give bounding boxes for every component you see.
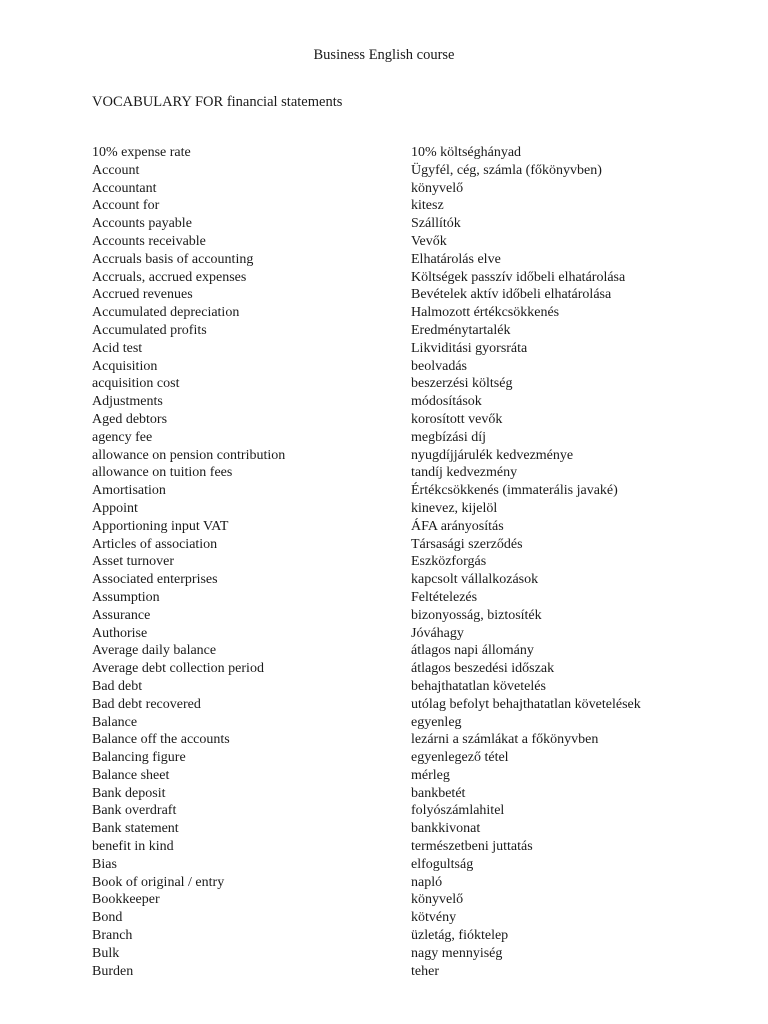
vocabulary-translation: átlagos beszedési időszak — [411, 661, 555, 677]
vocabulary-row — [92, 660, 692, 678]
document-subtitle: VOCABULARY FOR financial statements — [92, 94, 343, 110]
vocabulary-translation: megbízási díj — [411, 429, 487, 445]
vocabulary-term: acquisition cost — [92, 376, 180, 392]
vocabulary-row — [92, 553, 692, 571]
vocabulary-term: Amortisation — [92, 483, 166, 499]
vocabulary-translation: tandíj kedvezmény — [411, 465, 518, 481]
vocabulary-row — [92, 411, 692, 429]
vocabulary-row — [92, 447, 692, 465]
vocabulary-term: Accounts receivable — [92, 233, 206, 249]
vocabulary-term: Burden — [92, 963, 134, 979]
vocabulary-row — [92, 197, 692, 215]
vocabulary-translation: ÁFA arányosítás — [411, 518, 504, 534]
vocabulary-translation: átlagos napi állomány — [411, 643, 534, 659]
vocabulary-translation: Elhatárolás elve — [411, 251, 501, 267]
vocabulary-row — [92, 233, 692, 251]
vocabulary-translation: lezárni a számlákat a főkönyvben — [411, 732, 599, 748]
vocabulary-row — [92, 749, 692, 767]
vocabulary-term: Bank statement — [92, 821, 179, 837]
vocabulary-translation: Bevételek aktív időbeli elhatárolása — [411, 287, 612, 303]
vocabulary-row — [92, 714, 692, 732]
vocabulary-row — [92, 482, 692, 500]
vocabulary-row — [92, 625, 692, 643]
vocabulary-translation: Szállítók — [411, 216, 461, 232]
vocabulary-translation: Jóváhagy — [411, 625, 464, 641]
vocabulary-row — [92, 945, 692, 963]
vocabulary-translation: elfogultság — [411, 856, 474, 872]
vocabulary-row — [92, 375, 692, 393]
vocabulary-term: allowance on pension contribution — [92, 447, 286, 463]
vocabulary-term: benefit in kind — [92, 839, 174, 855]
vocabulary-row — [92, 251, 692, 269]
vocabulary-term: Appoint — [92, 500, 138, 516]
vocabulary-row — [92, 429, 692, 447]
vocabulary-term: Average daily balance — [92, 643, 217, 659]
vocabulary-term: Bad debt recovered — [92, 696, 201, 712]
vocabulary-term: Book of original / entry — [92, 874, 225, 890]
vocabulary-row — [92, 536, 692, 554]
vocabulary-translation: bankkivonat — [411, 821, 481, 837]
document-title: Business English course — [313, 47, 455, 63]
vocabulary-term: Accumulated depreciation — [92, 305, 240, 321]
vocabulary-translation: beolvadás — [411, 358, 467, 374]
vocabulary-term: Bank overdraft — [92, 803, 177, 819]
vocabulary-translation: Halmozott értékcsökkenés — [411, 305, 560, 321]
vocabulary-translation: Ügyfél, cég, számla (főkönyvben) — [411, 162, 602, 178]
vocabulary-row — [92, 180, 692, 198]
vocabulary-row — [92, 215, 692, 233]
vocabulary-term: 10% expense rate — [92, 145, 191, 160]
vocabulary-term: Accruals, accrued expenses — [92, 269, 247, 285]
vocabulary-translation: Társasági szerződés — [411, 536, 523, 552]
vocabulary-term: Accounts payable — [92, 216, 192, 232]
vocabulary-row — [92, 731, 692, 749]
vocabulary-translation: nyugdíjjárulék kedvezménye — [411, 447, 574, 463]
vocabulary-term: Balance — [92, 714, 138, 730]
vocabulary-term: Accrued revenues — [92, 287, 193, 303]
vocabulary-translation: Költségek passzív időbeli elhatárolása — [411, 269, 626, 285]
vocabulary-row — [92, 785, 692, 803]
vocabulary-translation: Feltételezés — [411, 589, 478, 605]
vocabulary-translation: egyenleg — [411, 714, 462, 730]
vocabulary-translation: mérleg — [411, 767, 450, 783]
vocabulary-row — [92, 304, 692, 322]
vocabulary-term: Balance off the accounts — [92, 732, 230, 748]
vocabulary-term: Account — [92, 162, 140, 178]
vocabulary-translation: behajthatatlan követelés — [411, 678, 546, 694]
vocabulary-term: Adjustments — [92, 394, 163, 410]
vocabulary-row — [92, 162, 692, 180]
vocabulary-row — [92, 909, 692, 927]
vocabulary-row — [92, 322, 692, 340]
vocabulary-translation: Vevők — [411, 233, 447, 249]
vocabulary-translation: kapcsolt vállalkozások — [411, 572, 539, 588]
vocabulary-term: Acquisition — [92, 358, 158, 374]
vocabulary-term: Assumption — [92, 589, 160, 605]
vocabulary-term: Branch — [92, 928, 133, 944]
vocabulary-term: Account for — [92, 198, 160, 214]
vocabulary-translation: folyószámlahitel — [411, 803, 505, 819]
vocabulary-term: allowance on tuition fees — [92, 465, 233, 481]
vocabulary-row — [92, 500, 692, 518]
vocabulary-row — [92, 340, 692, 358]
vocabulary-row — [92, 589, 692, 607]
vocabulary-term: Authorise — [92, 625, 148, 641]
vocabulary-translation: egyenlegező tétel — [411, 750, 509, 766]
vocabulary-translation: kinevez, kijelöl — [411, 500, 498, 516]
vocabulary-term: Accumulated profits — [92, 322, 207, 338]
vocabulary-row — [92, 464, 692, 482]
vocabulary-term: Accruals basis of accounting — [92, 251, 254, 267]
vocabulary-translation: módosítások — [411, 394, 482, 410]
vocabulary-translation: beszerzési költség — [411, 376, 513, 392]
vocabulary-term: Bookkeeper — [92, 892, 160, 908]
vocabulary-row — [92, 856, 692, 874]
vocabulary-term: Associated enterprises — [92, 572, 218, 588]
vocabulary-term: Bad debt — [92, 678, 143, 694]
vocabulary-row — [92, 607, 692, 625]
vocabulary-translation: korosított vevők — [411, 411, 503, 427]
vocabulary-row — [92, 963, 692, 981]
vocabulary-term: Average debt collection period — [92, 661, 264, 677]
vocabulary-row — [92, 358, 692, 376]
vocabulary-row — [92, 678, 692, 696]
vocabulary-term: Accountant — [92, 180, 157, 196]
vocabulary-translation: Értékcsökkenés (immaterális javaké) — [411, 483, 618, 499]
vocabulary-row — [92, 269, 692, 287]
vocabulary-translation: 10% költséghányad — [411, 145, 522, 160]
vocabulary-translation: kötvény — [411, 910, 457, 926]
vocabulary-translation: könyvelő — [411, 892, 464, 908]
vocabulary-translation: nagy mennyiség — [411, 945, 503, 961]
vocabulary-list — [92, 144, 692, 980]
vocabulary-row — [92, 767, 692, 785]
vocabulary-translation: utólag befolyt behajthatatlan követelések — [411, 696, 641, 712]
vocabulary-row — [92, 642, 692, 660]
vocabulary-row — [92, 820, 692, 838]
vocabulary-row — [92, 874, 692, 892]
vocabulary-term: Acid test — [92, 340, 143, 356]
vocabulary-translation: kitesz — [411, 198, 444, 214]
vocabulary-term: Balance sheet — [92, 767, 170, 783]
vocabulary-row — [92, 838, 692, 856]
vocabulary-row — [92, 927, 692, 945]
vocabulary-translation: napló — [411, 874, 443, 890]
vocabulary-term: Bank deposit — [92, 785, 166, 801]
vocabulary-term: Bias — [92, 856, 117, 872]
vocabulary-translation: üzletág, fióktelep — [411, 928, 509, 944]
vocabulary-row — [92, 696, 692, 714]
vocabulary-row — [92, 891, 692, 909]
vocabulary-translation: Eredménytartalék — [411, 322, 511, 338]
vocabulary-row — [92, 393, 692, 411]
vocabulary-translation: bankbetét — [411, 785, 466, 801]
vocabulary-translation: könyvelő — [411, 180, 464, 196]
vocabulary-row — [92, 144, 692, 162]
vocabulary-row — [92, 571, 692, 589]
vocabulary-term: Assurance — [92, 607, 151, 623]
vocabulary-term: Bulk — [92, 945, 120, 961]
vocabulary-row — [92, 518, 692, 536]
vocabulary-term: Articles of association — [92, 536, 218, 552]
vocabulary-translation: teher — [411, 963, 439, 979]
vocabulary-row — [92, 286, 692, 304]
vocabulary-term: Bond — [92, 910, 123, 926]
vocabulary-term: Balancing figure — [92, 750, 186, 766]
vocabulary-translation: Eszközforgás — [411, 554, 487, 570]
vocabulary-translation: bizonyosság, biztosíték — [411, 607, 542, 623]
vocabulary-row — [92, 802, 692, 820]
vocabulary-term: agency fee — [92, 429, 153, 445]
vocabulary-term: Asset turnover — [92, 554, 175, 570]
vocabulary-term: Apportioning input VAT — [92, 518, 229, 534]
vocabulary-term: Aged debtors — [92, 411, 168, 427]
vocabulary-translation: természetbeni juttatás — [411, 839, 533, 855]
vocabulary-translation: Likviditási gyorsráta — [411, 340, 528, 356]
